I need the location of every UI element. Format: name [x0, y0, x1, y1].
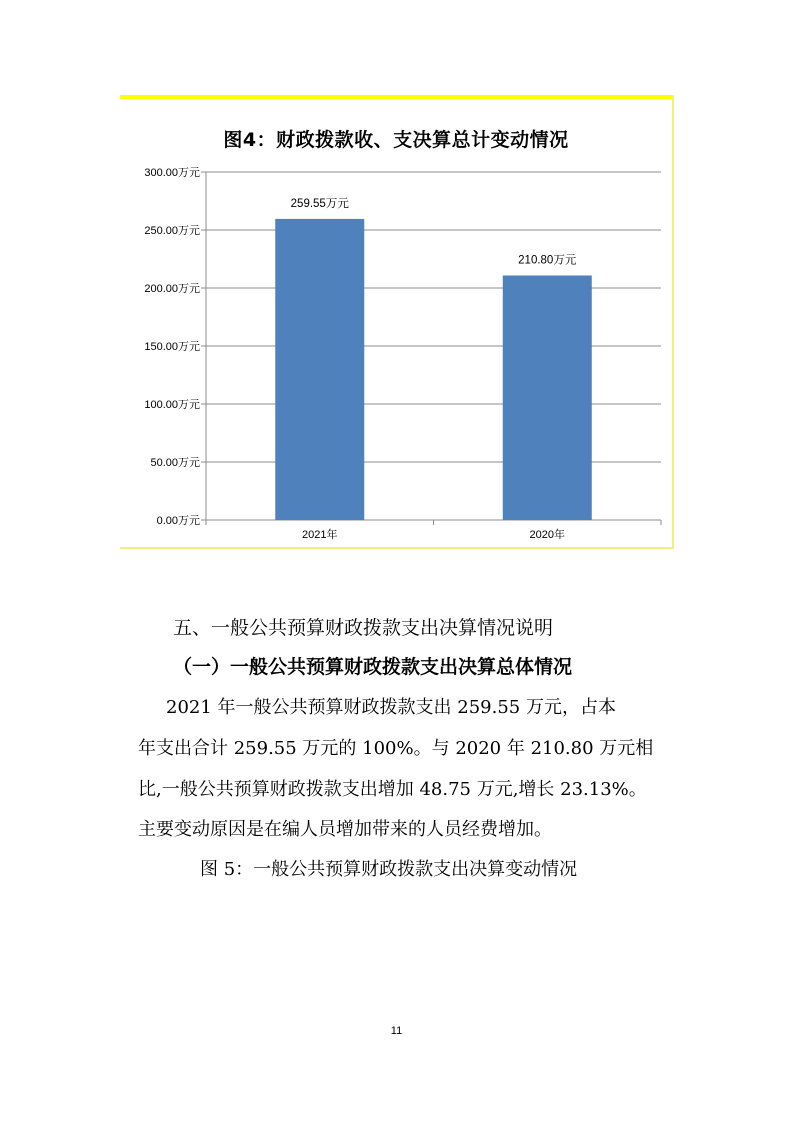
x-tick-label: 2021年: [302, 529, 338, 541]
y-tick-label: 50.00万元: [150, 457, 200, 469]
data-label: 259.55万元: [290, 197, 349, 210]
chart-border-bottom: [120, 547, 672, 549]
y-tick-label: 200.00万元: [144, 283, 200, 295]
y-tick-label: 250.00万元: [144, 225, 200, 237]
paragraph-line-4: 主要变动原因是在编人员增加带来的人员经费增加。: [138, 819, 552, 840]
bar-chart: [120, 99, 672, 551]
data-label: 210.80万元: [518, 254, 577, 267]
section-subheading: （一）一般公共预算财政拨款支出决算总体情况: [173, 656, 573, 678]
bar: [503, 275, 592, 520]
figure-caption: 图 5：一般公共预算财政拨款支出决算变动情况: [200, 859, 578, 880]
chart-title: 图4：财政拨款收、支决算总计变动情况: [223, 129, 569, 151]
chart-border-right: [672, 95, 674, 549]
x-tick-label: 2020年: [529, 529, 565, 541]
paragraph-line-2: 年支出合计 259.55 万元的 100%。与 2020 年 210.80 万元相: [138, 738, 654, 759]
paragraph-line-1: 2021 年一般公共预算财政拨款支出 259.55 万元，占本: [166, 697, 616, 718]
chart-container: [120, 95, 672, 551]
y-tick-label: 300.00万元: [144, 167, 200, 179]
y-tick-label: 150.00万元: [144, 341, 200, 353]
y-tick-label: 100.00万元: [144, 399, 200, 411]
paragraph-line-3: 比,一般公共预算财政拨款支出增加 48.75 万元,增长 23.13%。: [138, 779, 647, 800]
y-tick-label: 0.00万元: [156, 515, 200, 527]
section-heading: 五、一般公共预算财政拨款支出决算情况说明: [173, 617, 554, 639]
page-number: 11: [390, 1025, 403, 1037]
bar: [275, 219, 364, 520]
